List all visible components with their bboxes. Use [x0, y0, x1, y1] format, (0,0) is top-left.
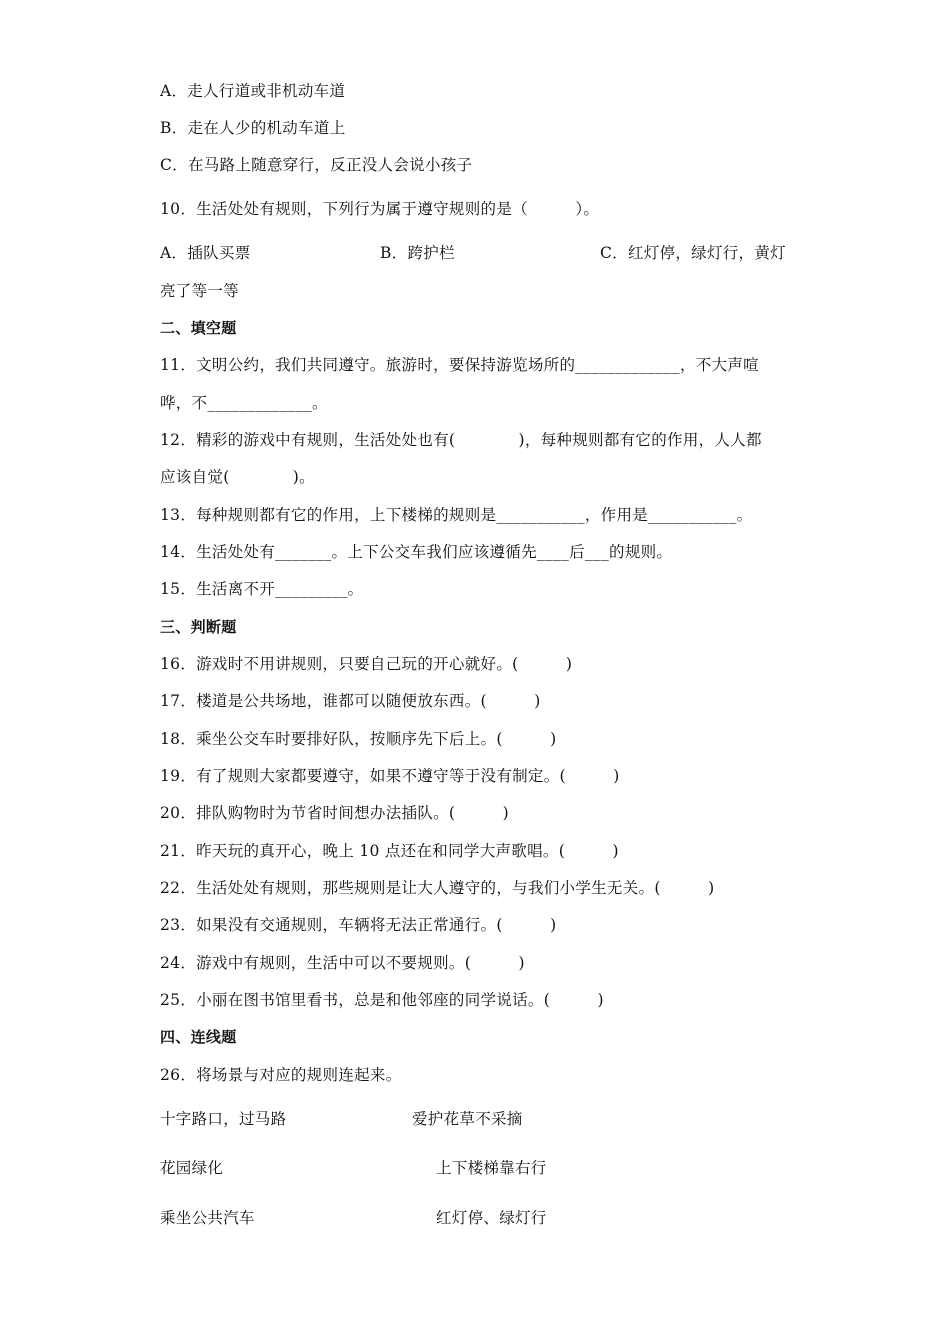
- q25: 25．小丽在图书馆里看书，总是和他邻座的同学说话。( ): [160, 991, 604, 1009]
- q10-option-b: B．跨护栏: [380, 244, 455, 262]
- q12-line-2: 应该自觉( )。: [160, 468, 315, 486]
- section-2-heading: 二、填空题: [160, 319, 237, 337]
- section-4-heading: 四、连线题: [160, 1028, 237, 1046]
- q9-option-c: C．在马路上随意穿行，反正没人会说小孩子: [160, 156, 473, 174]
- match-right-item: 上下楼梯靠右行: [436, 1159, 547, 1177]
- match-right-item: 爱护花草不采摘: [412, 1110, 523, 1128]
- q22: 22．生活处处有规则，那些规则是让大人遵守的，与我们小学生无关。( ): [160, 879, 715, 897]
- q11-line-1: 11．文明公约，我们共同遵守。旅游时，要保持游览场所的_____________，不大声喧: [160, 356, 759, 374]
- q21: 21．昨天玩的真开心，晚上 10 点还在和同学大声歌唱。( ): [160, 842, 619, 860]
- q10-stem: 10．生活处处有规则，下列行为属于遵守规则的是（ ）。: [160, 200, 600, 218]
- q10-option-c: C．红灯停，绿灯行，黄灯: [600, 244, 786, 262]
- q11-line-2: 哗，不_____________。: [160, 394, 328, 412]
- q16: 16．游戏时不用讲规则，只要自己玩的开心就好。( ): [160, 655, 573, 673]
- q9-option-a: A．走人行道或非机动车道: [160, 82, 346, 100]
- q24: 24．游戏中有规则，生活中可以不要规则。( ): [160, 954, 525, 972]
- match-left-item: 十字路口，过马路: [160, 1110, 287, 1128]
- q10-option-a: A．插队买票: [160, 244, 251, 262]
- q17: 17．楼道是公共场地，谁都可以随便放东西。( ): [160, 692, 541, 710]
- match-left-item: 花园绿化: [160, 1159, 224, 1177]
- q14: 14．生活处处有_______。上下公交车我们应该遵循先____后___的规则。: [160, 543, 673, 561]
- q9-option-b: B．走在人少的机动车道上: [160, 119, 346, 137]
- q10-option-c-continued: 亮了等一等: [160, 282, 240, 300]
- q18: 18．乘坐公交车时要排好队，按顺序先下后上。( ): [160, 730, 557, 748]
- section-3-heading: 三、判断题: [160, 618, 237, 636]
- q15: 15．生活离不开_________。: [160, 580, 364, 598]
- q26-stem: 26．将场景与对应的规则连起来。: [160, 1066, 402, 1084]
- q19: 19．有了规则大家都要遵守，如果不遵守等于没有制定。( ): [160, 767, 620, 785]
- q12-line-1: 12．精彩的游戏中有规则，生活处处也有( )，每种规则都有它的作用，人人都: [160, 431, 762, 449]
- match-right-item: 红灯停、绿灯行: [436, 1209, 547, 1227]
- q23: 23．如果没有交通规则，车辆将无法正常通行。( ): [160, 916, 557, 934]
- q20: 20．排队购物时为节省时间想办法插队。( ): [160, 804, 510, 822]
- match-left-item: 乘坐公共汽车: [160, 1209, 255, 1227]
- q13: 13．每种规则都有它的作用，上下楼梯的规则是___________，作用是___________。: [160, 506, 753, 524]
